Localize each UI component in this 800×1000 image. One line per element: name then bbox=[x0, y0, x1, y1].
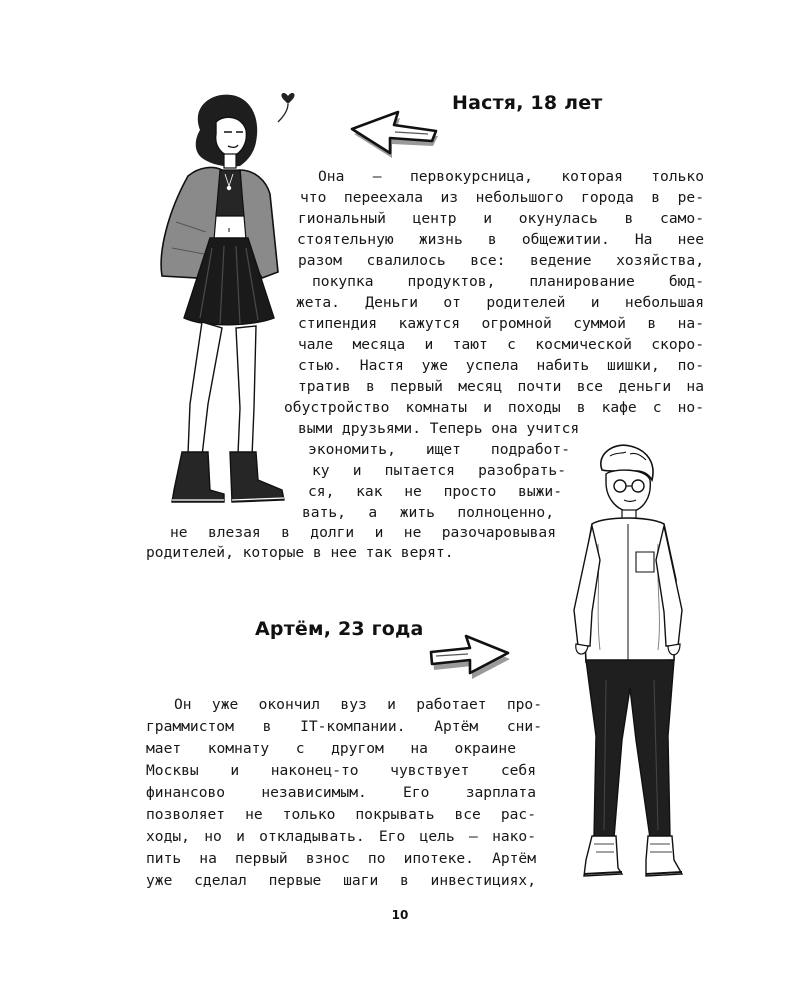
artem-text-line: позволяет не только покрывать все рас- bbox=[146, 806, 536, 823]
left-arrow-icon bbox=[348, 108, 444, 166]
nastya-text-line: гиональный центр и окунулась в само- bbox=[298, 210, 704, 227]
artem-text-line: ходы, но и откладывать. Его цель — нако- bbox=[146, 828, 536, 845]
nastya-text-line: обустройство комнаты и походы в кафе с но- bbox=[284, 399, 704, 416]
nastya-text-line: чале месяца и тают с космической скоро- bbox=[298, 336, 704, 353]
artem-illustration bbox=[556, 440, 706, 900]
artem-text-line: мает комнату с другом на окраине bbox=[146, 740, 516, 757]
artem-text-line: уже сделал первые шаги в инвестициях, bbox=[146, 872, 536, 889]
nastya-text-line: стипендия кажутся огромной суммой в на- bbox=[298, 315, 704, 332]
artem-text-line: Москвы и наконец-то чувствует себя bbox=[146, 762, 536, 779]
nastya-text-line: что переехала из небольшого города в ре- bbox=[300, 189, 704, 206]
nastya-text-line: не влезая в долги и не разочаровывая bbox=[170, 524, 556, 541]
nastya-text-line: вать, а жить полноценно, bbox=[302, 504, 554, 521]
nastya-text-line: тратив в первый месяц почти все деньги на bbox=[298, 378, 704, 395]
artem-text-line: пить на первый взнос по ипотеке. Артём bbox=[146, 850, 536, 867]
artem-text-line: финансово независимым. Его зарплата bbox=[146, 784, 536, 801]
nastya-text-line: экономить, ищет подработ- bbox=[308, 441, 570, 458]
nastya-text-line: стоятельную жизнь в общежитии. На нее bbox=[297, 231, 704, 248]
nastya-text-line: жета. Деньги от родителей и небольшая bbox=[296, 294, 704, 311]
right-arrow-icon bbox=[428, 632, 514, 684]
nastya-text-line: ся, как не просто выжи- bbox=[308, 483, 562, 500]
artem-text-line: граммистом в IT-компании. Артём сни- bbox=[146, 718, 542, 735]
nastya-text-line: разом свалилось все: ведение хозяйства, bbox=[298, 252, 704, 269]
nastya-text-line: ку и пытается разобрать- bbox=[312, 462, 566, 479]
nastya-text-line: родителей, которые в нее так верят. bbox=[146, 544, 454, 561]
nastya-text-line: покупка продуктов, планирование бюд- bbox=[312, 273, 704, 290]
nastya-text-line: Она — первокурсница, которая только bbox=[318, 168, 704, 185]
nastya-text-line: стью. Настя уже успела набить шишки, по- bbox=[298, 357, 704, 374]
nastya-text-line: выми друзьями. Теперь она учится bbox=[298, 420, 580, 437]
nastya-illustration bbox=[128, 82, 318, 517]
character-heading-artem: Артём, 23 года bbox=[255, 618, 424, 640]
artem-text-line: Он уже окончил вуз и работает про- bbox=[174, 696, 542, 713]
page-number: 10 bbox=[391, 908, 409, 922]
character-heading-nastya: Настя, 18 лет bbox=[452, 92, 603, 114]
